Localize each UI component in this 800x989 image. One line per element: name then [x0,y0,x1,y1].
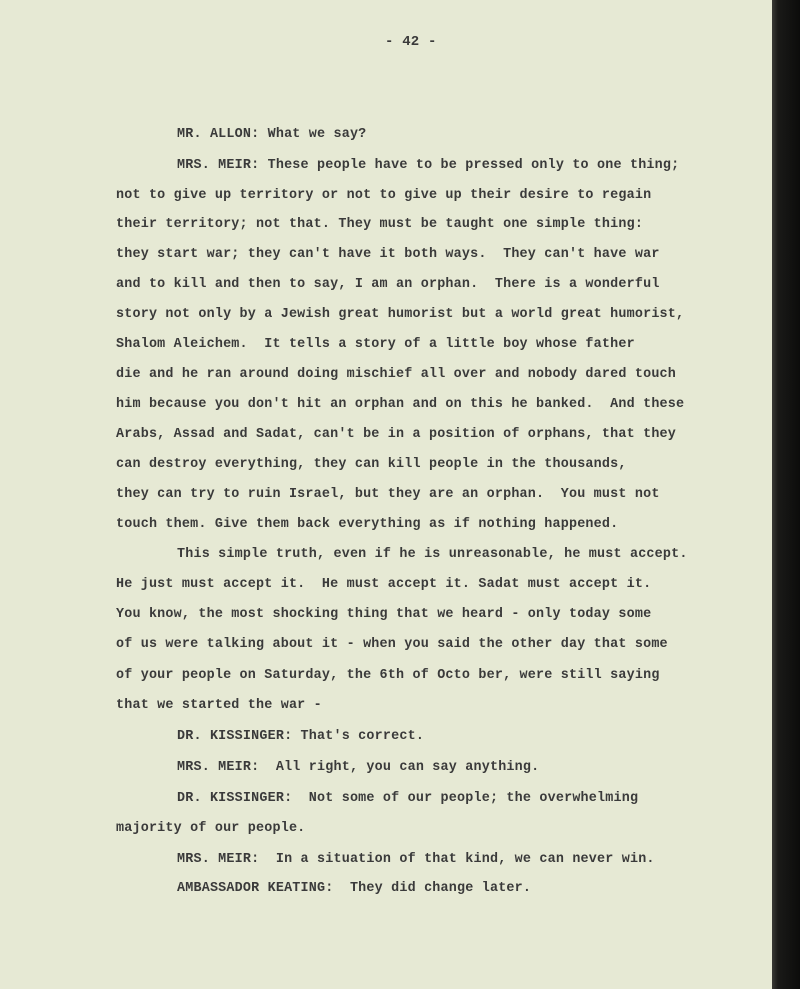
line-keating: AMBASSADOR KEATING: They did change later. [177,881,532,896]
text-line: story not only by a Jewish great humorist but a world great humorist, [116,307,685,322]
text-line: of your people on Saturday, the 6th of Octo ber, were still saying [116,668,660,683]
line-meir-2: MRS. MEIR: All right, you can say anything. [177,760,540,775]
text-line: You know, the most shocking thing that we heard - only today some [116,607,652,622]
text-line: He just must accept it. He must accept it. Sadat must accept it. [116,577,652,592]
line-kissinger-1: DR. KISSINGER: That's correct. [177,729,425,744]
text-line: their territory; not that. They must be taught one simple thing: [116,217,644,232]
line-meir-1: MRS. MEIR: These people have to be pressed only to one thing; [177,158,680,173]
text-line: him because you don't hit an orphan and on this he banked. And these [116,397,685,412]
line-allon: MR. ALLON: What we say? [177,127,367,142]
text-line: they can try to ruin Israel, but they are an orphan. You must not [116,487,660,502]
text-line: and to kill and then to say, I am an orphan. There is a wonderful [116,277,660,292]
text-line: touch them. Give them back everything as if nothing happened. [116,517,619,532]
text-line-indent: This simple truth, even if he is unreasonable, he must accept. [177,547,688,562]
text-line: not to give up territory or not to give up their desire to regain [116,188,652,203]
text-line: die and he ran around doing mischief all over and nobody dared touch [116,367,677,382]
scan-edge [772,0,800,989]
text-line: of us were talking about it - when you said the other day that some [116,637,668,652]
text-line: can destroy everything, they can kill people in the thousands, [116,457,627,472]
text-line: majority of our people. [116,821,306,836]
line-meir-3: MRS. MEIR: In a situation of that kind, we can never win. [177,852,655,867]
text-line: Arabs, Assad and Sadat, can't be in a position of orphans, that they [116,427,677,442]
page-number: - 42 - [385,34,437,50]
text-line: that we started the war - [116,698,322,713]
text-line: Shalom Aleichem. It tells a story of a little boy whose father [116,337,635,352]
text-line: they start war; they can't have it both ways. They can't have war [116,247,660,262]
line-kissinger-2: DR. KISSINGER: Not some of our people; the overwhelming [177,791,639,806]
